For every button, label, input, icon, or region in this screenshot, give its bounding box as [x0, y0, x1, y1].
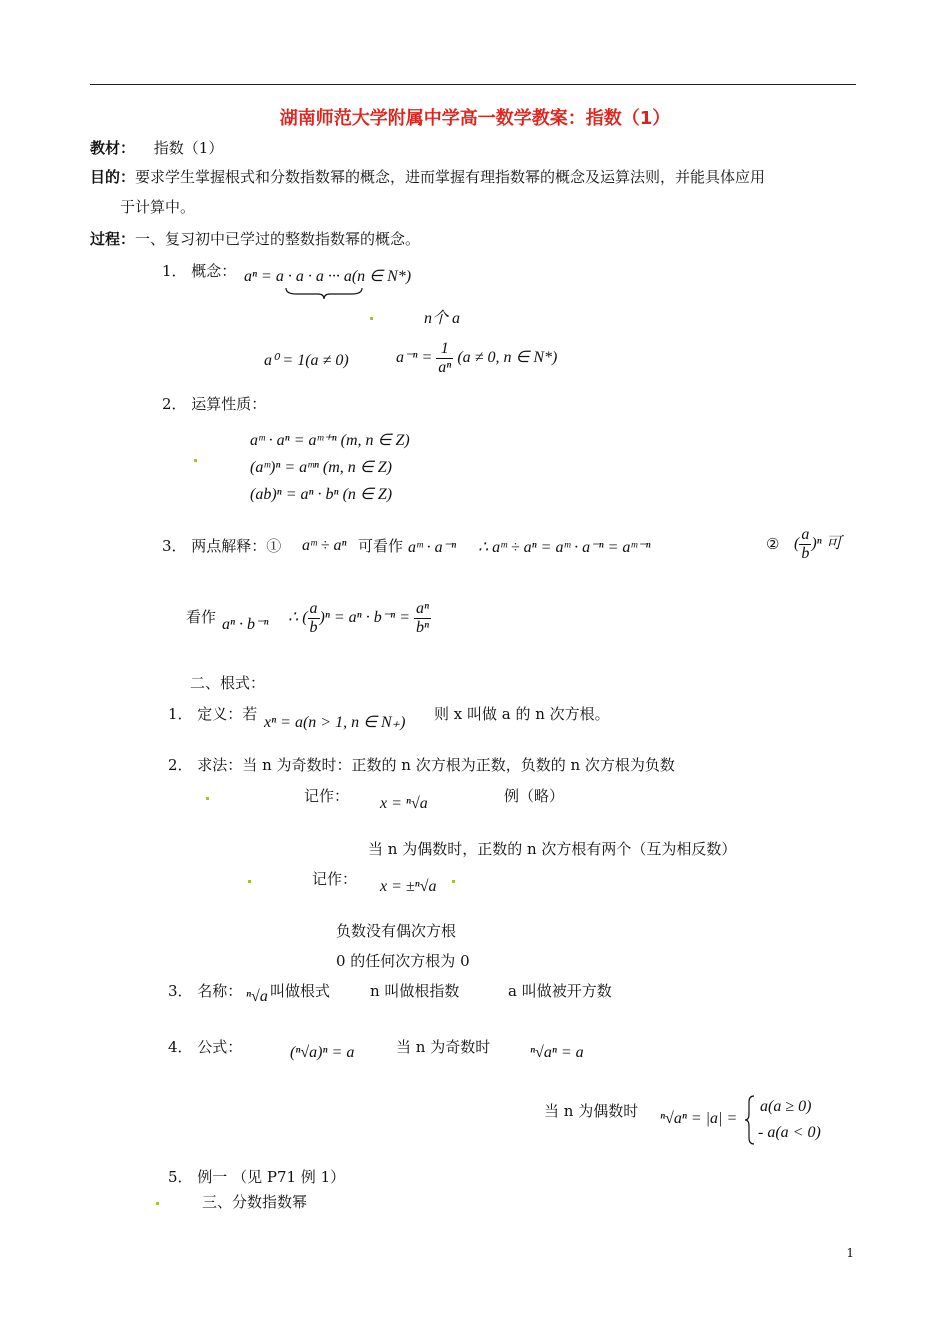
item3-f: ⁿ 可: [816, 535, 842, 553]
name-label: 3． 名称：: [168, 982, 243, 1000]
page-number: 1: [846, 1246, 854, 1260]
neg-fraction: [436, 340, 453, 377]
neg-denominator: aⁿ: [438, 359, 452, 376]
name-radical: ⁿ√a: [246, 988, 268, 1005]
even-line: 当 n 为偶数时，正数的 n 次方根有两个（互为相反数）: [368, 840, 737, 858]
item3-fraction: [799, 526, 811, 563]
header-rule: [90, 84, 856, 85]
material-label: 教材：: [90, 139, 136, 157]
goal-line: [90, 166, 765, 187]
item3-frac-num: a: [801, 526, 810, 543]
name-d: a 叫做被开方数: [508, 982, 612, 1000]
neg-cond: (a ≠ 0, n ∈ N*): [457, 349, 558, 367]
item3-frac2-num: a: [309, 600, 318, 617]
def-label: 1． 定义：若: [168, 705, 258, 723]
process-label: 过程：: [90, 230, 136, 248]
item3-frac-group: ( $\frac{a}{b}$ )ⁿ 可: [794, 526, 842, 562]
neg-lhs: a⁻ⁿ =: [396, 349, 433, 367]
note-formula-2: x = ±ⁿ√a: [380, 878, 437, 895]
item3-frac-den: b: [801, 545, 810, 562]
process-value: 一、复习初中已学过的整数指数幂的概念。: [135, 230, 421, 248]
item3-k-den: bⁿ: [416, 619, 430, 636]
def-formula: xⁿ = a(n > 1, n ∈ N₊): [264, 714, 406, 731]
name-c: n 叫做根指数: [370, 982, 460, 1000]
item3-k-num: aⁿ: [416, 600, 430, 617]
zero-root-line: 0 的任何次方根为 0: [336, 952, 470, 970]
even-text: 当 n 为偶数时: [544, 1102, 639, 1120]
item3-fraction-2: [308, 600, 320, 637]
example-line: 5． 例一 （见 P71 例 1）: [168, 1168, 346, 1186]
item1-label: 1． 概念：: [162, 262, 237, 280]
item3-j: ⁿ = aⁿ · b⁻ⁿ =: [324, 609, 410, 627]
note-formula-1: x = ⁿ√a: [380, 795, 428, 812]
scan-dot: [206, 797, 209, 800]
formula-2: ⁿ√aⁿ = a: [530, 1044, 584, 1061]
item3-label: 3． 两点解释：①: [162, 537, 282, 555]
item3-proof: ∴ ( $\frac{a}{b}$ )ⁿ = aⁿ · b⁻ⁿ = $\frac{\text{aⁿ}}{\text{bⁿ}}$: [288, 600, 430, 636]
goal-text-2: 于计算中。: [120, 198, 196, 216]
item3-i: ∴: [288, 609, 299, 627]
material-value: 指数（1）: [153, 139, 224, 157]
item3-d: ∴ aᵐ ÷ aⁿ = aᵐ · a⁻ⁿ = aᵐ⁻ⁿ: [478, 539, 651, 556]
material-line: [90, 137, 223, 158]
process-line: [90, 228, 420, 249]
scan-dot: [452, 880, 455, 883]
scan-dot: [156, 1202, 159, 1205]
item3-h: aⁿ · b⁻ⁿ: [222, 616, 269, 633]
name-b: 叫做根式: [270, 982, 331, 1000]
rule-power: (aᵐ)ⁿ = aᵐⁿ (m, n ∈ Z): [250, 459, 392, 476]
section3-heading: 三、分数指数幂: [202, 1193, 308, 1211]
formula-3: ⁿ√aⁿ = |a| =: [660, 1110, 738, 1127]
item2-label: 2． 运算性质：: [162, 395, 267, 413]
item1-under: n个 a: [424, 310, 461, 327]
item3-c: aᵐ · a⁻ⁿ: [408, 539, 457, 556]
rule-product-power: (ab)ⁿ = aⁿ · bⁿ (n ∈ Z): [250, 486, 393, 503]
def-tail: 则 x 叫做 a 的 n 次方根。: [434, 705, 610, 723]
case-2: - a(a < 0): [758, 1124, 821, 1141]
item3-a: aᵐ ÷ aⁿ: [302, 537, 347, 554]
scan-dot: [194, 459, 197, 462]
item3-g: 看作: [186, 608, 217, 626]
goal-label: 目的：: [90, 168, 136, 186]
rule-product: aᵐ · aⁿ = aᵐ⁺ⁿ (m, n ∈ Z): [250, 432, 410, 449]
goal-text-1: 要求学生掌握根式和分数指数幂的概念，进而掌握有理指数幂的概念及运算法则，并能具体应用: [135, 168, 766, 186]
item1-negative: [396, 340, 557, 377]
formula-label: 4． 公式：: [168, 1038, 243, 1056]
item1-zero: a⁰ = 1(a ≠ 0): [264, 352, 349, 369]
scan-dot: [370, 317, 373, 320]
item3-b: 可看作: [358, 537, 404, 555]
example-note: 例（略）: [504, 787, 565, 805]
method-line: 2． 求法：当 n 为奇数时：正数的 n 次方根为正数，负数的 n 次方根为负数: [168, 756, 675, 774]
page-title: 湖南师范大学附属中学高一数学教案：指数（1）: [279, 108, 671, 129]
section2-heading: 二、根式：: [190, 674, 266, 692]
left-brace-icon: [744, 1094, 756, 1146]
underbrace-icon: [284, 286, 364, 300]
item3-e: ②: [766, 535, 780, 553]
scan-dot: [248, 880, 251, 883]
neg-numerator: 1: [436, 340, 453, 359]
note-label-1: 记作：: [304, 787, 350, 805]
note-label-2: 记作：: [312, 870, 358, 888]
item3-fraction-3: [414, 600, 431, 637]
neg-root-line: 负数没有偶次方根: [336, 922, 457, 940]
case-1: a(a ≥ 0): [760, 1098, 812, 1115]
item3-frac2-den: b: [309, 619, 318, 636]
odd-text: 当 n 为奇数时: [396, 1038, 491, 1056]
formula-1: (ⁿ√a)ⁿ = a: [290, 1044, 355, 1061]
item1-formula: aⁿ = a · a · a ··· a(n ∈ N*): [244, 268, 412, 285]
